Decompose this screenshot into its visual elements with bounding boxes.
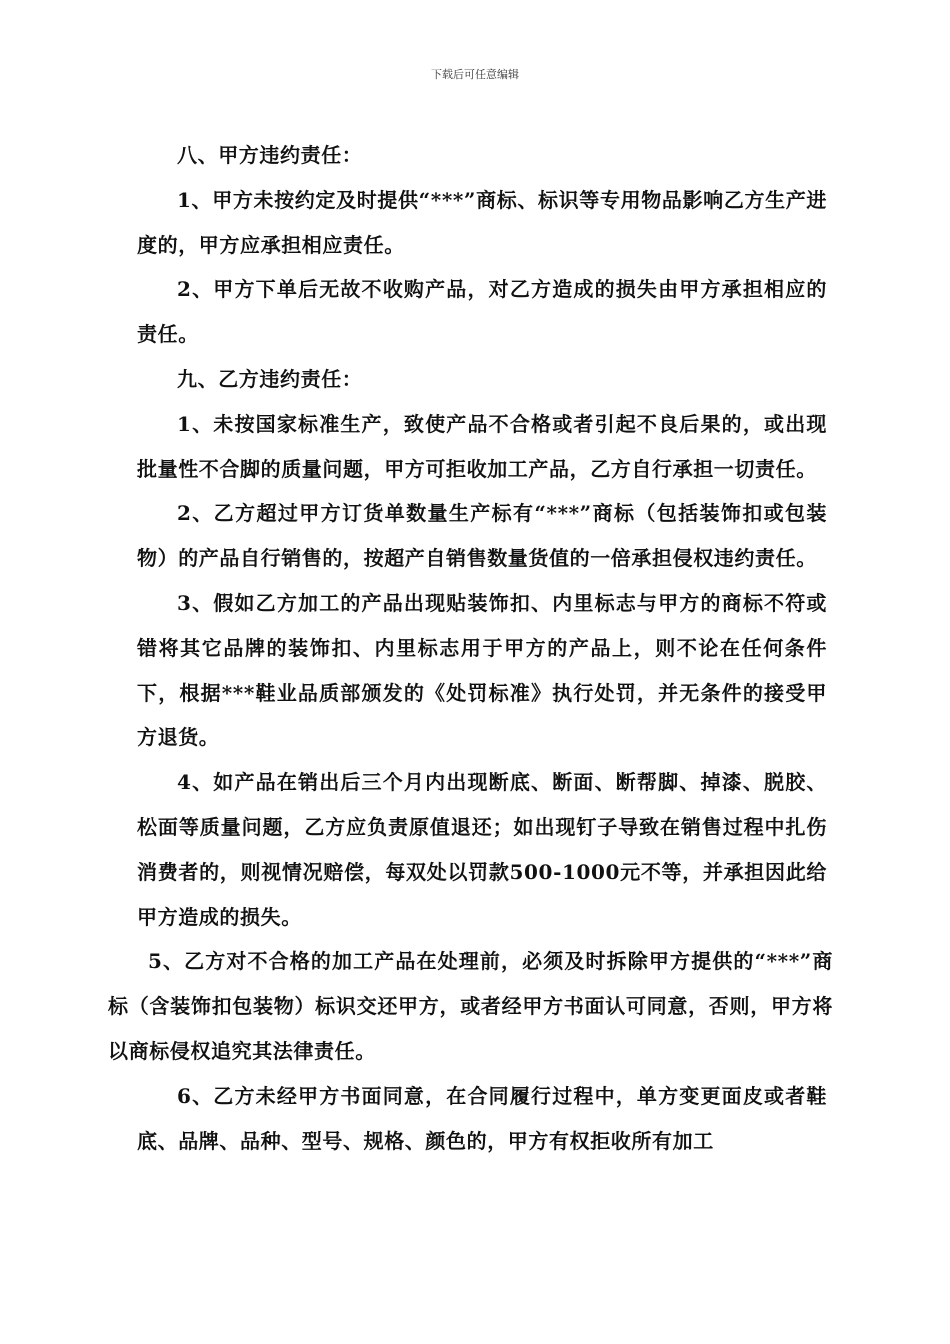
- section-heading-9: 九、乙方违约责任：: [177, 366, 363, 391]
- paragraph-8-2: 2、甲方下单后无故不收购产品，对乙方造成的损失由甲方承担相应的责任。: [137, 277, 827, 347]
- document-body: [108, 133, 833, 1163]
- section-heading-8: 八、甲方违约责任：: [177, 143, 363, 167]
- paragraph-9-2: 2、乙方超过甲方订货单数量生产标有“***”商标（包括装饰扣或包装物）的产品自行销售的，按超产自销售数量货值的一倍承担侵权违约责任。: [137, 501, 827, 571]
- paragraph-9-1: 1、未按国家标准生产，致使产品不合格或者引起不良后果的，或出现批量性不合脚的质量问题，甲方可拒收加工产品，乙方自行承担一切责任。: [137, 411, 827, 481]
- page-header: 下载后可任意编辑: [431, 68, 519, 81]
- paragraph-9-5: 5、乙方对不合格的加工产品在处理前，必须及时拆除甲方提供的“***”商标（含装饰扣包装物）标识交还甲方，或者经甲方书面认可同意，否则，甲方将以商标侵权追究其法律责任。: [108, 949, 833, 1063]
- paragraph-9-3: 3、假如乙方加工的产品出现贴装饰扣、内里标志与甲方的商标不符或错将其它品牌的装饰扣、内里标志用于甲方的产品上，则不论在任何条件下，根据***鞋业品质部颁发的《处罚标准》执行处罚，并无条件的接受甲方退货。: [137, 590, 827, 750]
- paragraph-9-6: 6、乙方未经甲方书面同意，在合同履行过程中，单方变更面皮或者鞋底、品牌、品种、型号、规格、颜色的，甲方有权拒收所有加工: [137, 1083, 827, 1153]
- paragraph-9-4: 4、如产品在销出后三个月内出现断底、断面、断帮脚、掉漆、脱胶、松面等质量问题，乙方应负责原值退还；如出现钉子导致在销售过程中扎伤消费者的，则视情况赔偿，每双处以罚款500-1000元不等，并承担因此给甲方造成的损失。: [137, 770, 827, 929]
- paragraph-8-1: 1、甲方未按约定及时提供“***”商标、标识等专用物品影响乙方生产进度的，甲方应承担相应责任。: [137, 187, 827, 257]
